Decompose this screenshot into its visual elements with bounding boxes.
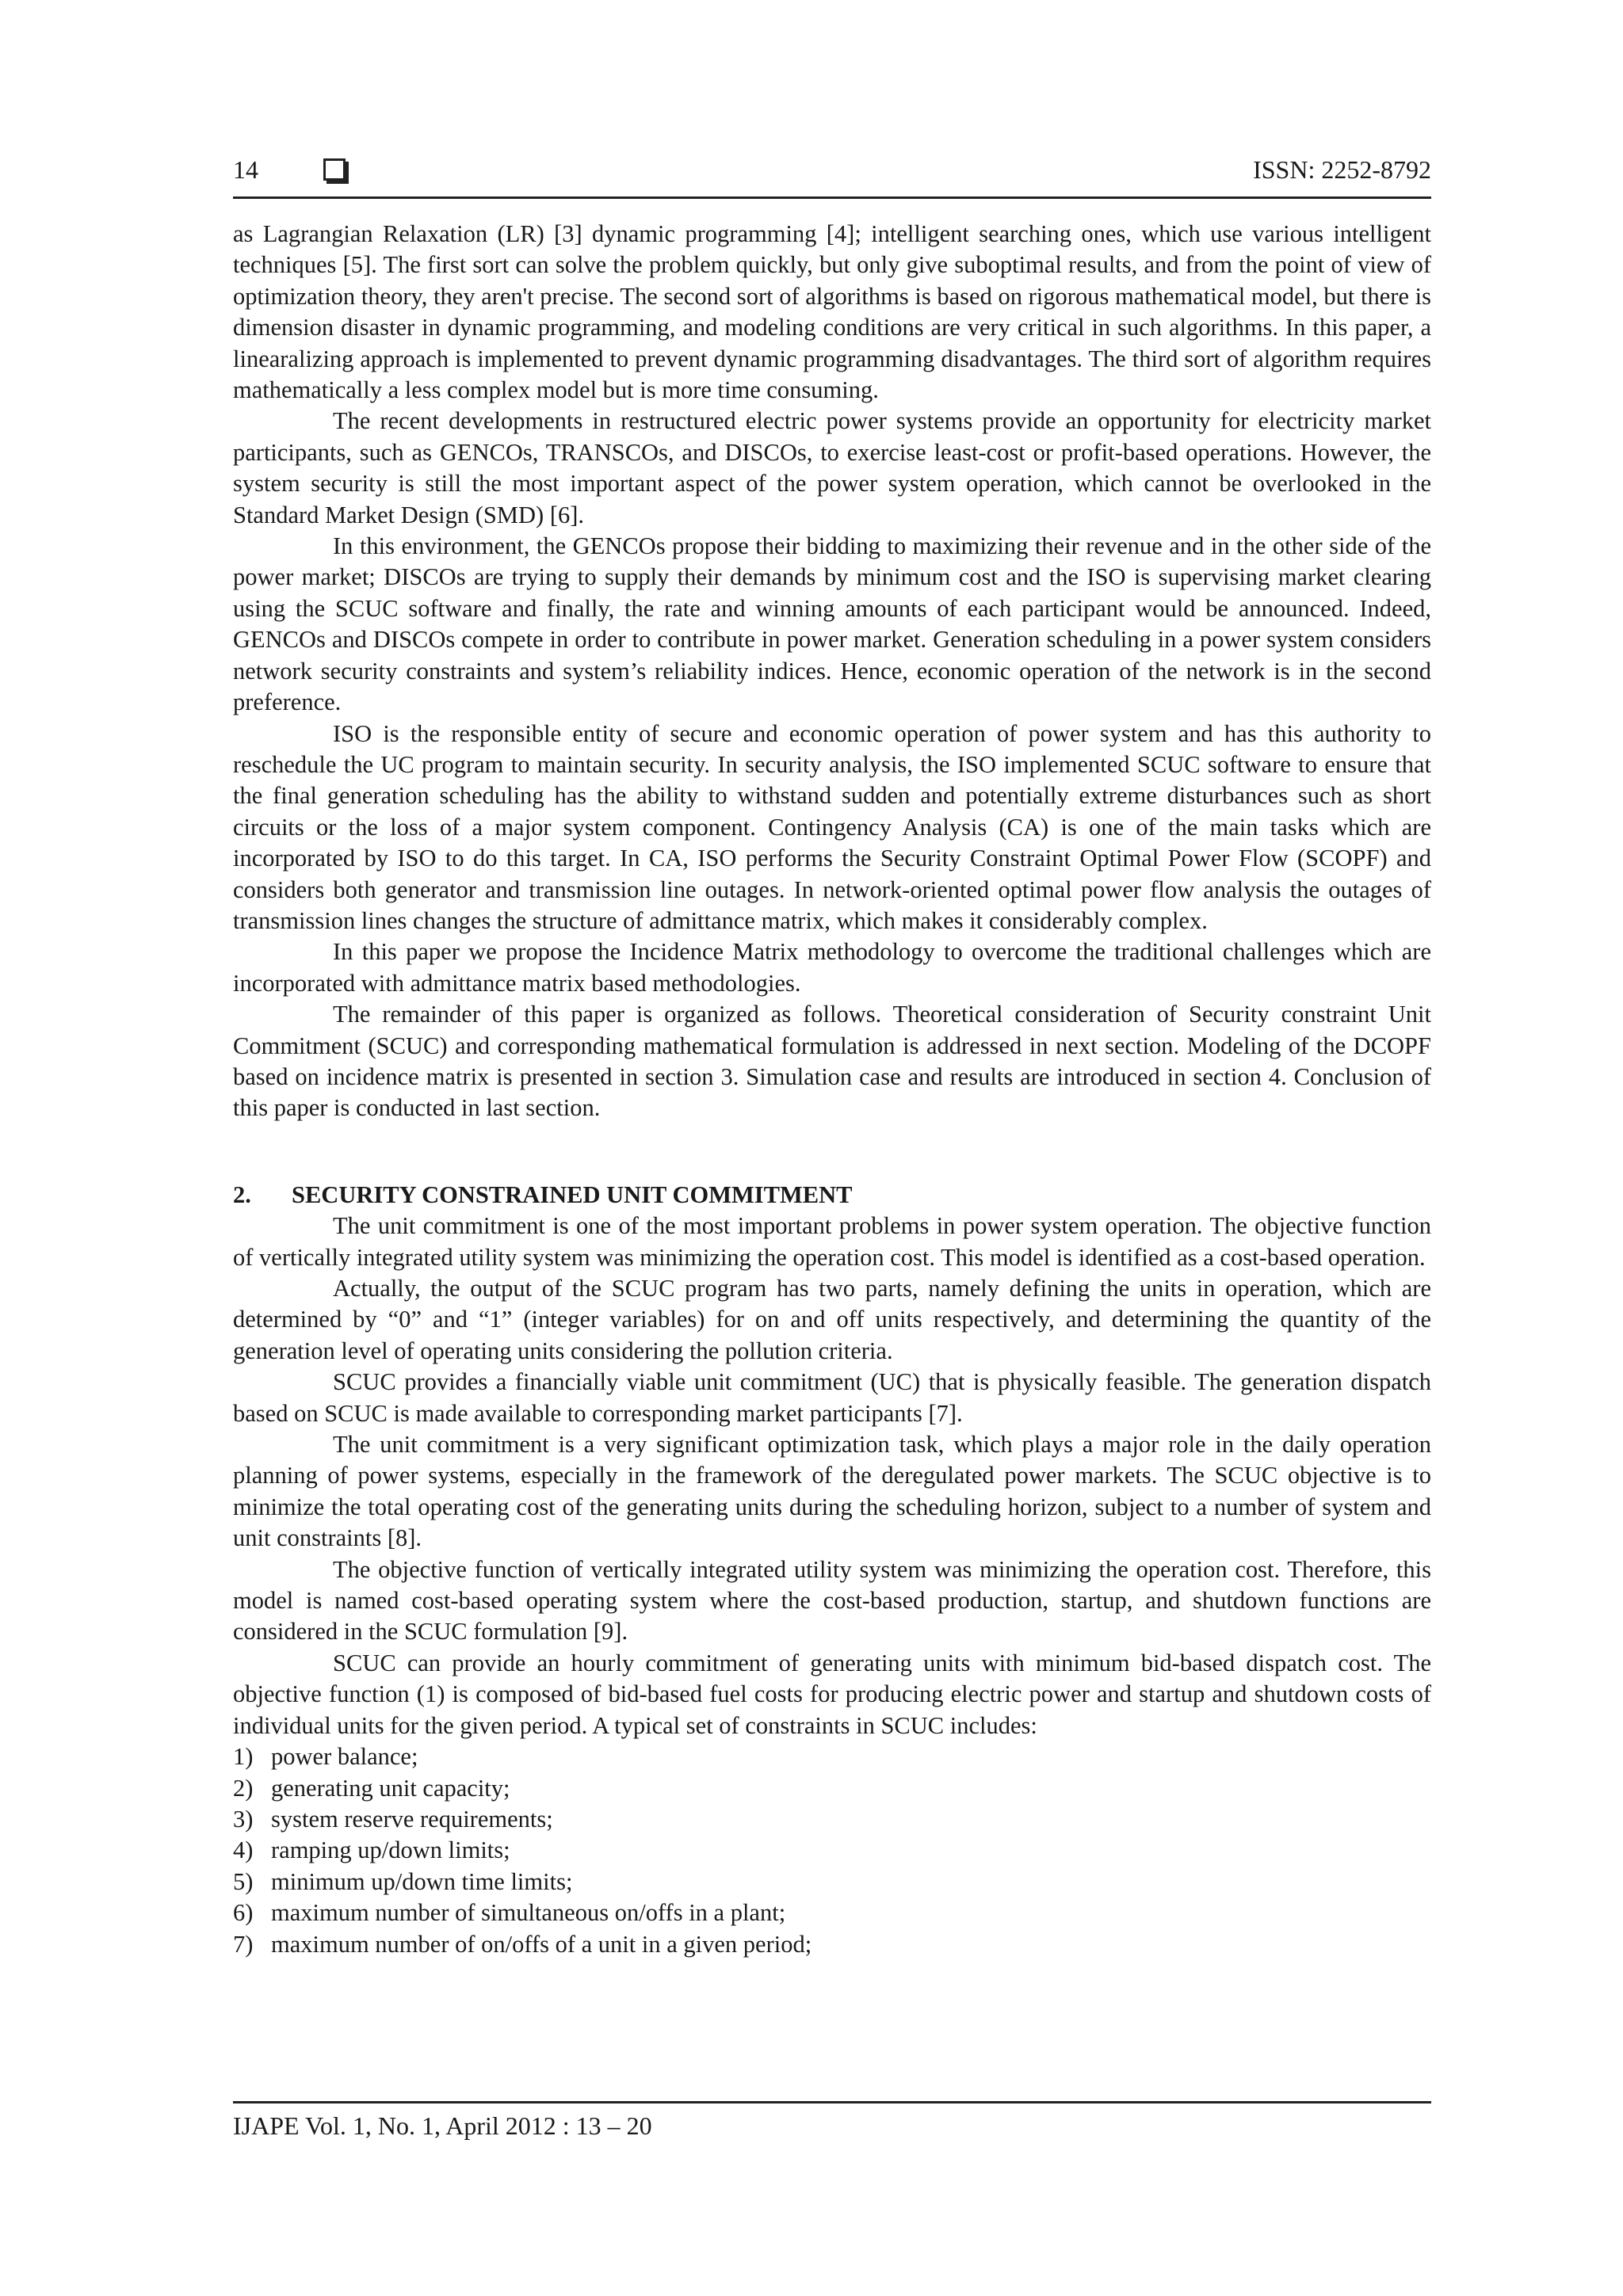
paragraph: Actually, the output of the SCUC program has two parts, namely defining the units in operation, which are determined by “0” and “1” (integer variables) for on and off units respectively, and determining the quantity of the generation level of operating units considering the pollution criteria. xyxy=(233,1275,1431,1364)
paragraph: The unit commitment is a very significant optimization task, which plays a major role in the daily operation planning of power systems, especially in the framework of the deregulated power markets. The SCUC objective is to minimize the total operating cost of the generating units during the scheduling horizon, subject to a number of system and unit constraints [8]. xyxy=(233,1431,1431,1552)
page-header xyxy=(233,151,1431,199)
list-item: 6) maximum number of simultaneous on/offs in a plant; xyxy=(233,1899,786,1927)
page-number: 14 xyxy=(233,155,258,184)
section-heading xyxy=(233,1180,1431,1211)
list-item: 2) generating unit capacity; xyxy=(233,1774,510,1802)
paragraph: ISO is the responsible entity of secure and economic operation of power system and has this authority to reschedule the UC program to maintain security. In security analysis, the ISO implemented SCUC software to ensure that the final generation scheduling has the ability to withstand sudden and potentially extreme disturbances such as short circuits or the loss of a major system component. Contingency Analysis (CA) is one of the main tasks which are incorporated by ISO to do this target. In CA, ISO performs the Security Constraint Optimal Power Flow (SCOPF) and considers both generator and transmission line outages. In network-oriented optimal power flow analysis the outages of transmission lines changes the structure of admittance matrix, which makes it considerably complex. xyxy=(233,719,1431,934)
list-item: 4) ramping up/down limits; xyxy=(233,1836,510,1864)
paragraph: The objective function of vertically integrated utility system was minimizing the operation cost. Therefore, this model is named cost-based operating system where the cost-based production, startup, and shutdown functions are considered in the SCUC formulation [9]. xyxy=(233,1555,1431,1646)
paragraph: SCUC provides a financially viable unit commitment (UC) that is physically feasible. The generation dispatch based on SCUC is made available to corresponding market participants [7]. xyxy=(233,1368,1431,1427)
journal-citation: IJAPE Vol. 1, No. 1, April 2012 : 13 – 20 xyxy=(233,2111,652,2140)
paragraph: The recent developments in restructured electric power systems provide an opportunity for electricity market participants, such as GENCOs, TRANSCOs, and DISCOs, to exercise least-cost or profit-based operations. However, the system security is still the most important aspect of the power system operation, which cannot be overlooked in the Standard Market Design (SMD) [6]. xyxy=(233,407,1431,528)
constraints-list xyxy=(233,1741,1431,1960)
paragraph: In this environment, the GENCOs propose their bidding to maximizing their revenue and in the other side of the power market; DISCOs are trying to supply their demands by minimum cost and the ISO is supervising market clearing using the SCUC software and finally, the rate and winning amounts of each participant would be announced. Indeed, GENCOs and DISCOs compete in order to contribute in power market. Generation scheduling in a power system considers network security constraints and system’s reliability indices. Hence, economic operation of the network is in the second preference. xyxy=(233,532,1431,716)
paragraph: The unit commitment is one of the most important problems in power system operation. The objective function of vertically integrated utility system was minimizing the operation cost. This model is identified as a cost-based operation. xyxy=(233,1212,1431,1271)
paragraph: SCUC can provide an hourly commitment of generating units with minimum bid-based dispatch cost. The objective function (1) is composed of bid-based fuel costs for producing electric power and startup and shutdown costs of individual units for the given period. A typical set of constraints in SCUC includes: xyxy=(233,1649,1431,1739)
list-item: 1) power balance; xyxy=(233,1743,418,1771)
list-item: 3) system reserve requirements; xyxy=(233,1805,553,1833)
list-item: 7) maximum number of on/offs of a unit in a given period; xyxy=(233,1930,812,1958)
issn-label: ISSN: 2252-8792 xyxy=(1253,155,1431,184)
section-title: SECURITY CONSTRAINED UNIT COMMITMENT xyxy=(292,1180,853,1208)
article-body xyxy=(233,219,1431,1960)
paragraph: The remainder of this paper is organized as follows. Theoretical consideration of Security constraint Unit Commitment (SCUC) and corresponding mathematical formulation is addressed in next section. Modeling of the DCOPF based on incidence matrix is presented in section 3. Simulation case and results are introduced in section 4. Conclusion of this paper is conducted in last section. xyxy=(233,1001,1431,1122)
paragraph: as Lagrangian Relaxation (LR) [3] dynamic programming [4]; intelligent searching ones, which use various intelligent techniques [5]. The first sort can solve the problem quickly, but only give suboptimal results, and from the point of view of optimization theory, they aren't precise. The second sort of algorithms is based on rigorous mathematical model, but there is dimension disaster in dynamic programming, and modeling conditions are very critical in such algorithms. In this paper, a linearalizing approach is implemented to prevent dynamic programming disadvantages. The third sort of algorithm requires mathematically a less complex model but is more time consuming. xyxy=(233,220,1431,404)
checkbox-square-icon xyxy=(323,158,346,181)
list-item: 5) minimum up/down time limits; xyxy=(233,1867,573,1895)
page-footer xyxy=(233,2101,1431,2141)
section-number: 2. xyxy=(233,1180,251,1208)
paragraph: In this paper we propose the Incidence Matrix methodology to overcome the traditional challenges which are incorporated with admittance matrix based methodologies. xyxy=(233,938,1431,997)
